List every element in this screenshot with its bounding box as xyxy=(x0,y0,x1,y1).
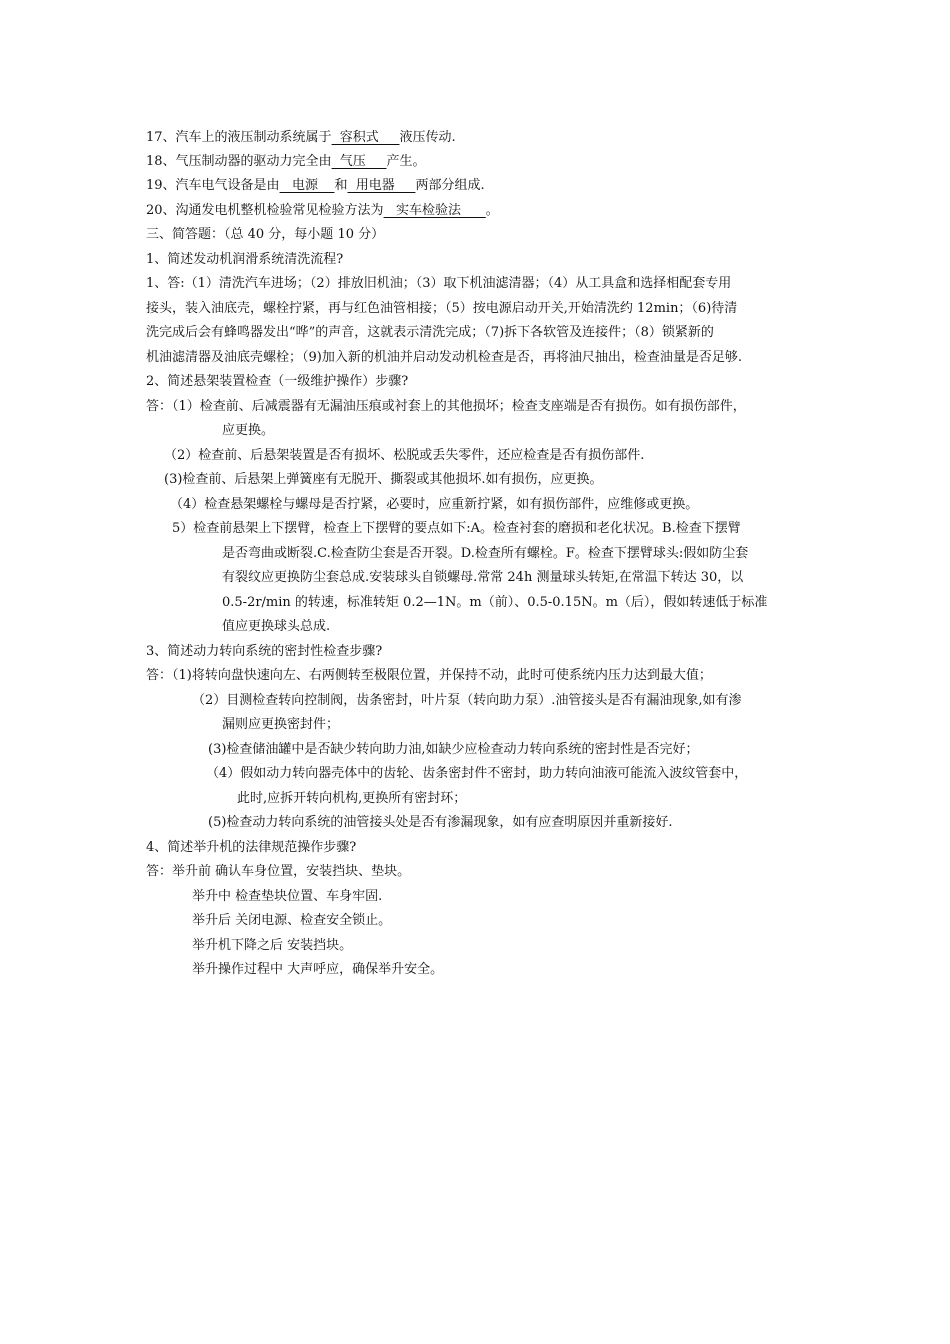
q4-answer-line: 举升操作过程中 大声呼应，确保举升安全。 xyxy=(192,962,444,977)
question-1-title: 1、简述发动机润滑系统清洗流程? xyxy=(146,252,344,267)
q3-answer-line: 漏则应更换密封件； xyxy=(222,717,340,732)
q4-answer-line: 答：举升前 确认车身位置，安装挡块、垫块。 xyxy=(146,864,411,879)
question-3-title: 3、简述动力转向系统的密封性检查步骤? xyxy=(146,644,383,659)
fill-item-19-answer-1: 电源 xyxy=(279,178,335,193)
fill-item-19-suffix: 两部分组成. xyxy=(415,178,485,193)
fill-item-17-prefix: 17、汽车上的液压制动系统属于 xyxy=(146,130,332,145)
q1-answer-line: 接头，装入油底壳，螺栓拧紧，再与红色油管相接；（5）按电源启动开关,开始清洗约 12min；（6)待清 xyxy=(146,301,738,316)
question-2-title: 2、简述悬架装置检查（一级维护操作）步骤? xyxy=(146,374,409,389)
q4-answer-line: 举升中 检查垫块位置、车身牢固. xyxy=(192,889,383,904)
q3-answer-line: 答：（1)将转向盘快速向左、右两侧转至极限位置，并保持不动，此时可使系统内压力达到最大值； xyxy=(146,668,712,683)
fill-item-19-answer-2: 用电器 xyxy=(347,178,416,193)
q1-answer-line: 机油滤清器及油底壳螺栓；（9)加入新的机油并启动发动机检查是否，再将油尺抽出，检查油量是否足够. xyxy=(146,350,742,365)
q3-answer-line: （2）目测检查转向控制阀，齿条密封，叶片泵（转向助力泵）.油管接头是否有漏油现象,如有渗 xyxy=(192,693,742,708)
q2-answer-line: 5）检查前悬架上下摆臂，检查上下摆臂的要点如下:A。检查衬套的磨损和老化状况。B.检查下摆臂 xyxy=(172,521,741,536)
fill-item-17-answer: 容积式 xyxy=(331,130,400,145)
q2-answer-line: 有裂纹应更换防尘套总成.安装球头自锁螺母.常常 24h 测量球头转矩,在常温下转达 30，以 xyxy=(222,570,744,585)
q3-answer-line: (3)检查储油罐中是否缺少转向助力油,如缺少应检查动力转向系统的密封性是否完好； xyxy=(208,742,699,757)
q2-answer-line: 应更换。 xyxy=(222,423,275,438)
q1-answer-line: 洗完成后会有蜂鸣器发出“哗”的声音，这就表示清洗完成；（7)拆下各软管及连接件；（8）锁紧新的 xyxy=(146,325,714,340)
fill-item-20-answer: 实车检验法 xyxy=(383,203,486,218)
question-4-title: 4、简述举升机的法律规范操作步骤? xyxy=(146,840,357,855)
q2-answer-line: (3)检查前、后悬架上弹簧座有无脱开、撕裂或其他损坏.如有损伤，应更换。 xyxy=(164,472,603,487)
fill-item-19 xyxy=(146,174,485,199)
q3-answer-line: 此时,应拆开转向机构,更换所有密封环； xyxy=(237,791,467,806)
fill-item-18-suffix: 产生。 xyxy=(386,154,426,169)
q2-answer-line: 值应更换球头总成. xyxy=(222,619,331,634)
q2-answer-line: 答：（1）检查前、后减震器有无漏油压痕或衬套上的其他损坏；检查支座端是否有损伤。如有损伤部件， xyxy=(146,399,746,414)
fill-item-20-suffix: 。 xyxy=(485,203,499,218)
q2-answer-line: （4）检查悬架螺栓与螺母是否拧紧，必要时，应重新拧紧，如有损伤部件，应维修或更换。 xyxy=(170,497,699,512)
q4-answer-line: 举升后 关闭电源、检查安全锁止。 xyxy=(192,913,392,928)
fill-item-18-prefix: 18、气压制动器的驱动力完全由 xyxy=(146,154,332,169)
fill-item-20 xyxy=(146,199,499,224)
fill-item-18 xyxy=(146,150,426,175)
q4-answer-line: 举升机下降之后 安装挡块。 xyxy=(192,938,353,953)
q3-answer-line: (5)检查动力转向系统的油管接头处是否有渗漏现象，如有应查明原因并重新接好. xyxy=(208,815,673,830)
fill-item-17 xyxy=(146,126,456,151)
fill-item-19-connector: 和 xyxy=(334,178,348,193)
q2-answer-line: 0.5-2r/min 的转速，标准转矩 0.2—1N。m（前）、0.5-0.15N。m（后），假如转速低于标准 xyxy=(222,595,768,610)
q1-answer-line: 1、答:（1）清洗汽车进场；（2）排放旧机油；（3）取下机油滤清器；（4）从工具盒和选择相配套专用 xyxy=(146,276,732,291)
fill-item-19-prefix: 19、汽车电气设备是由 xyxy=(146,178,280,193)
q3-answer-line: （4）假如动力转向器壳体中的齿轮、齿条密封件不密封，助力转向油液可能流入波纹管套中， xyxy=(206,766,748,781)
section-heading: 三、简答题：（总 40 分，每小题 10 分） xyxy=(146,227,385,242)
q2-answer-line: （2）检查前、后悬架装置是否有损坏、松脱或丢失零件，还应检查是否有损伤部件. xyxy=(164,448,645,463)
q2-answer-line: 是否弯曲或断裂.C.检查防尘套是否开裂。D.检查所有螺栓。F。检查下摆臂球头:假如防尘套 xyxy=(222,546,749,561)
fill-item-20-prefix: 20、沟通发电机整机检验常见检验方法为 xyxy=(146,203,384,218)
fill-item-18-answer: 气压 xyxy=(331,154,387,169)
fill-item-17-suffix: 液压传动. xyxy=(399,130,456,145)
